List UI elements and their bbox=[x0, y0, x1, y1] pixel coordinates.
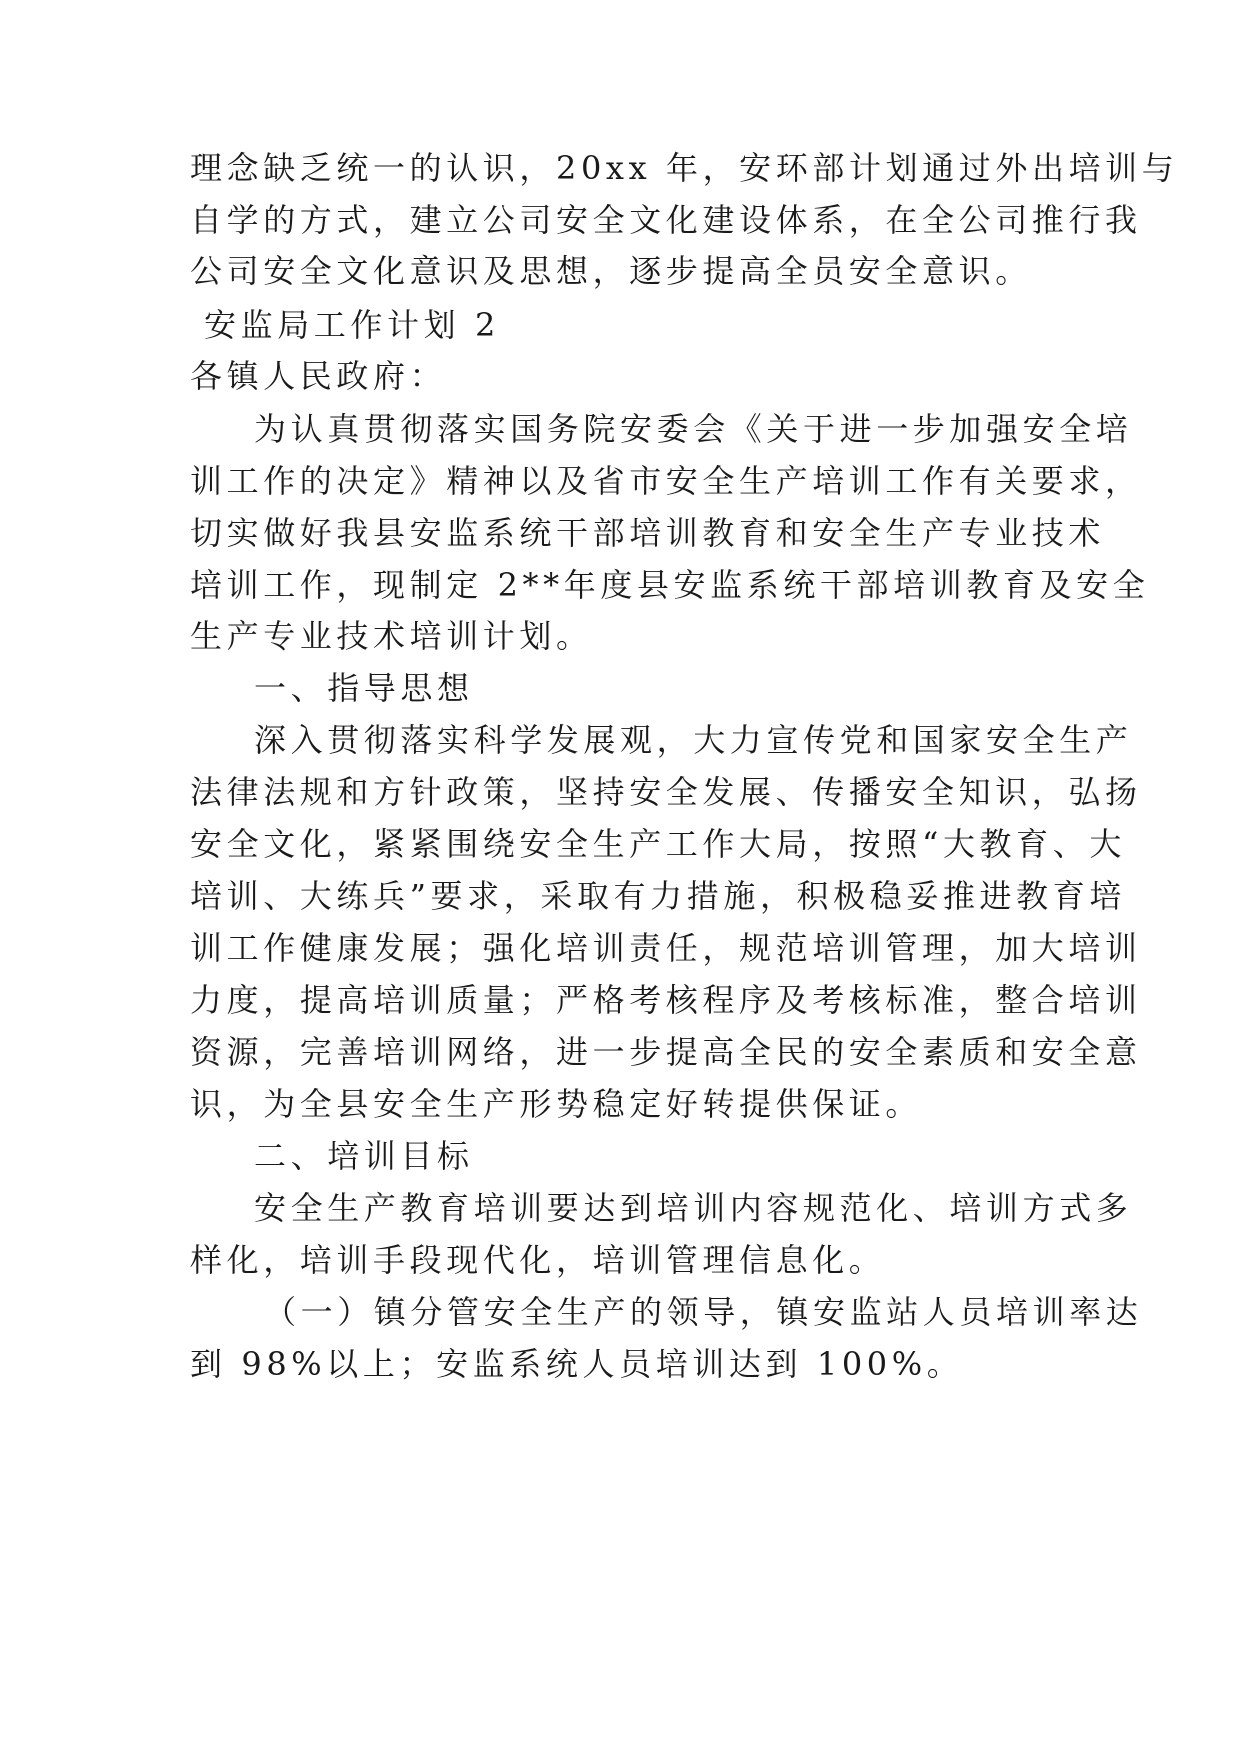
body-text-line: 公司安全文化意识及思想，逐步提高全员安全意识。 bbox=[190, 252, 1032, 290]
body-text-line: 生产专业技术培训计划。 bbox=[190, 617, 593, 655]
body-text-line: 训工作健康发展；强化培训责任，规范培训管理，加大培训 bbox=[190, 929, 1142, 967]
body-text-line: 为认真贯彻落实国务院安委会《关于进一步加强安全培 bbox=[254, 410, 1133, 448]
body-text-line: 力度，提高培训质量；严格考核程序及考核标准，整合培训 bbox=[190, 981, 1142, 1019]
body-text-line: 培训、大练兵”要求，采取有力措施，积极稳妥推进教育培 bbox=[190, 877, 1126, 915]
body-text-line: 理念缺乏统一的认识，20xx 年，安环部计划通过外出培训与 bbox=[190, 149, 1179, 187]
body-text-line: （一）镇分管安全生产的领导，镇安监站人员培训率达 bbox=[264, 1293, 1143, 1331]
body-text-line: 深入贯彻落实科学发展观，大力宣传党和国家安全生产 bbox=[254, 721, 1133, 759]
body-text-line: 自学的方式，建立公司安全文化建设体系，在全公司推行我 bbox=[190, 201, 1142, 239]
body-text-line: 培训工作，现制定 2**年度县安监系统干部培训教育及安全 bbox=[190, 566, 1150, 604]
body-text-line: 训工作的决定》精神以及省市安全生产培训工作有关要求， bbox=[190, 462, 1142, 500]
body-text-line: 样化，培训手段现代化，培训管理信息化。 bbox=[190, 1241, 886, 1279]
body-text-line: 资源，完善培训网络，进一步提高全民的安全素质和安全意 bbox=[190, 1033, 1142, 1071]
body-text-line: 到 98%以上；安监系统人员培训达到 100%。 bbox=[190, 1345, 964, 1383]
heading-training-goals: 二、培训目标 bbox=[254, 1137, 474, 1175]
salutation: 各镇人民政府： bbox=[190, 357, 447, 395]
body-text-line: 切实做好我县安监系统干部培训教育和安全生产专业技术 bbox=[190, 514, 1106, 552]
section-title: 安监局工作计划 2 bbox=[204, 306, 500, 344]
body-text-line: 法律法规和方针政策，坚持安全发展、传播安全知识，弘扬 bbox=[190, 773, 1142, 811]
body-text-line: 安全文化，紧紧围绕安全生产工作大局，按照“大教育、大 bbox=[190, 825, 1126, 863]
heading-guiding-ideology: 一、指导思想 bbox=[254, 669, 474, 707]
body-text-line: 安全生产教育培训要达到培训内容规范化、培训方式多 bbox=[254, 1189, 1133, 1227]
body-text-line: 识，为全县安全生产形势稳定好转提供保证。 bbox=[190, 1085, 923, 1123]
